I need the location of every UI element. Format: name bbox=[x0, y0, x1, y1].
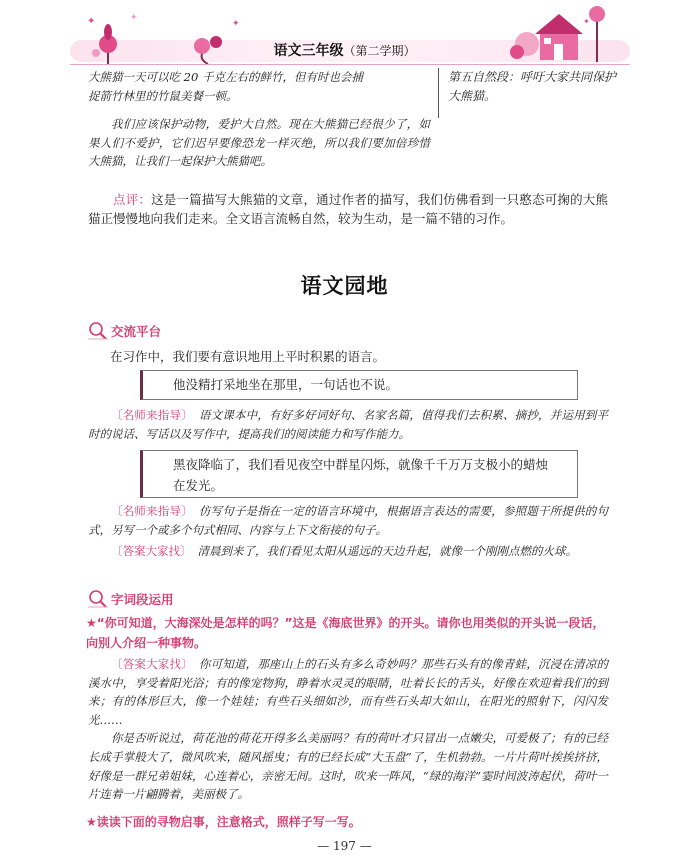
heading-exchange bbox=[88, 322, 161, 340]
example-sentence-1: 他没精打采地坐在那里，一句话也不说。 bbox=[173, 377, 399, 392]
essay-top-lines bbox=[88, 68, 430, 105]
page-header bbox=[0, 0, 689, 66]
answer-text: 清晨到来了，我们看见太阳从遥远的天边升起，就像一个刚刚点燃的火球。 bbox=[197, 544, 577, 558]
answer-text: 你是否听说过，荷花池的荷花开得多么美丽吗？有的荷叶才只冒出一点嫩尖，可爱极了；有的已经长成手掌般大了，微风吹来，随风摇曳；有的已经长成“大玉盘”了，生机勃勃。一片片荷叶挨挨挤挤，好像是一群兄弟姐妹，心连着心，亲密无间。这时，吹来一阵风，“绿的海洋”霎时间波涛起伏，荷叶一片连着一片翩腾着，美丽极了。 bbox=[88, 731, 608, 802]
margin-divider bbox=[438, 68, 439, 118]
guide-label: 〔名师来指导〕 bbox=[111, 504, 193, 518]
guide-label: 〔名师来指导〕 bbox=[111, 408, 193, 422]
question-2: ★读读下面的寻物启事，注意格式，照样子写一写。 bbox=[86, 815, 361, 829]
example-sentence-box-2 bbox=[140, 450, 578, 498]
side-note: 第五自然段：呼吁大家共同保护大熊猫。 bbox=[448, 70, 617, 103]
guide-text: 语文课本中，有好多好词好句、名家名篇，值得我们去积累、摘抄，并运用到平时的说话、写话以及写作中，提高我们的阅读能力和写作能力。 bbox=[88, 408, 609, 441]
svg-text:✦: ✦ bbox=[87, 16, 96, 27]
header-divider bbox=[70, 64, 630, 65]
svg-text:✦: ✦ bbox=[232, 19, 240, 29]
book-title bbox=[0, 40, 689, 62]
section-title: 语文园地 bbox=[300, 273, 389, 298]
book-subtitle: （第二学期） bbox=[343, 44, 416, 58]
guide-text: 仿写句子是指在一定的语言环境中，根据语言表达的需要，参照题干所提供的句式，另写一个或多个句式相同、内容与上下文衔接的句子。 bbox=[88, 504, 609, 537]
teacher-guide-1 bbox=[88, 406, 608, 443]
heading-text: 字词段运用 bbox=[111, 592, 174, 607]
exchange-intro: 在习作中，我们要有意识地用上平时积累的语言。 bbox=[110, 349, 386, 364]
essay-line: 大熊猫一天可以吃 20 千克左右的鲜竹，但有时也会捕 bbox=[88, 70, 363, 84]
answer-1 bbox=[88, 542, 608, 561]
answer-label: 〔答案大家找〕 bbox=[111, 544, 192, 558]
heading-text: 交流平台 bbox=[111, 324, 162, 339]
essay-paragraph-text: 我们应该保护动物，爱护大自然。现在大熊猫已经很少了，如果人们不爱护，它们迟早要像恐龙一样灭绝，所以我们要加倍珍惜大熊猫，让我们一起保护大熊猫吧。 bbox=[88, 117, 430, 169]
teacher-guide-2 bbox=[88, 502, 608, 539]
essay-line: 捉箭竹林里的竹鼠美餐一顿。 bbox=[88, 88, 238, 103]
magnifier-icon bbox=[88, 322, 108, 340]
example-sentence-2: 黑夜降临了，我们看见夜空中群星闪烁，就像千千万万支极小的蜡烛在发光。 bbox=[173, 457, 549, 493]
answer-2 bbox=[88, 655, 608, 804]
svg-text:✦: ✦ bbox=[583, 17, 590, 26]
svg-text:✦: ✦ bbox=[130, 13, 138, 23]
essay-paragraph bbox=[88, 115, 430, 171]
example-sentence-box-1 bbox=[140, 370, 578, 400]
comment-text: 这是一篇描写大熊猫的文章，通过作者的描写，我们仿佛看到一只憨态可掬的大熊猫正慢慢地向我们走来。全文语言流畅自然，较为生动，是一篇不错的习作。 bbox=[88, 192, 608, 226]
comment-label: 点评： bbox=[113, 192, 152, 207]
question-1: ★“你可知道，大海深处是怎样的吗？”这是《海底世界》的开头。请你也用类似的开头说一段话，向别人介绍一种事物。 bbox=[86, 616, 605, 650]
page-number: — 197 — bbox=[317, 839, 372, 853]
magnifier-icon bbox=[88, 590, 108, 608]
book-title-text: 语文三年级 bbox=[273, 43, 344, 59]
comment bbox=[88, 190, 608, 228]
answer-label: 〔答案大家找〕 bbox=[111, 657, 193, 671]
heading-words bbox=[88, 590, 174, 608]
answer-text: 你可知道，那座山上的石头有多么奇妙吗？那些石头有的像青蛙，沉浸在清凉的溪水中，享受着阳光浴；有的像宠物狗，睁着水灵灵的眼睛，吐着长长的舌头，好像在欢迎着我们的到来；有的体形巨大，像一个娃娃；有些石头细如沙，而有些石头却大如山，在阳光的照射下，闪闪发光…… bbox=[88, 657, 609, 727]
